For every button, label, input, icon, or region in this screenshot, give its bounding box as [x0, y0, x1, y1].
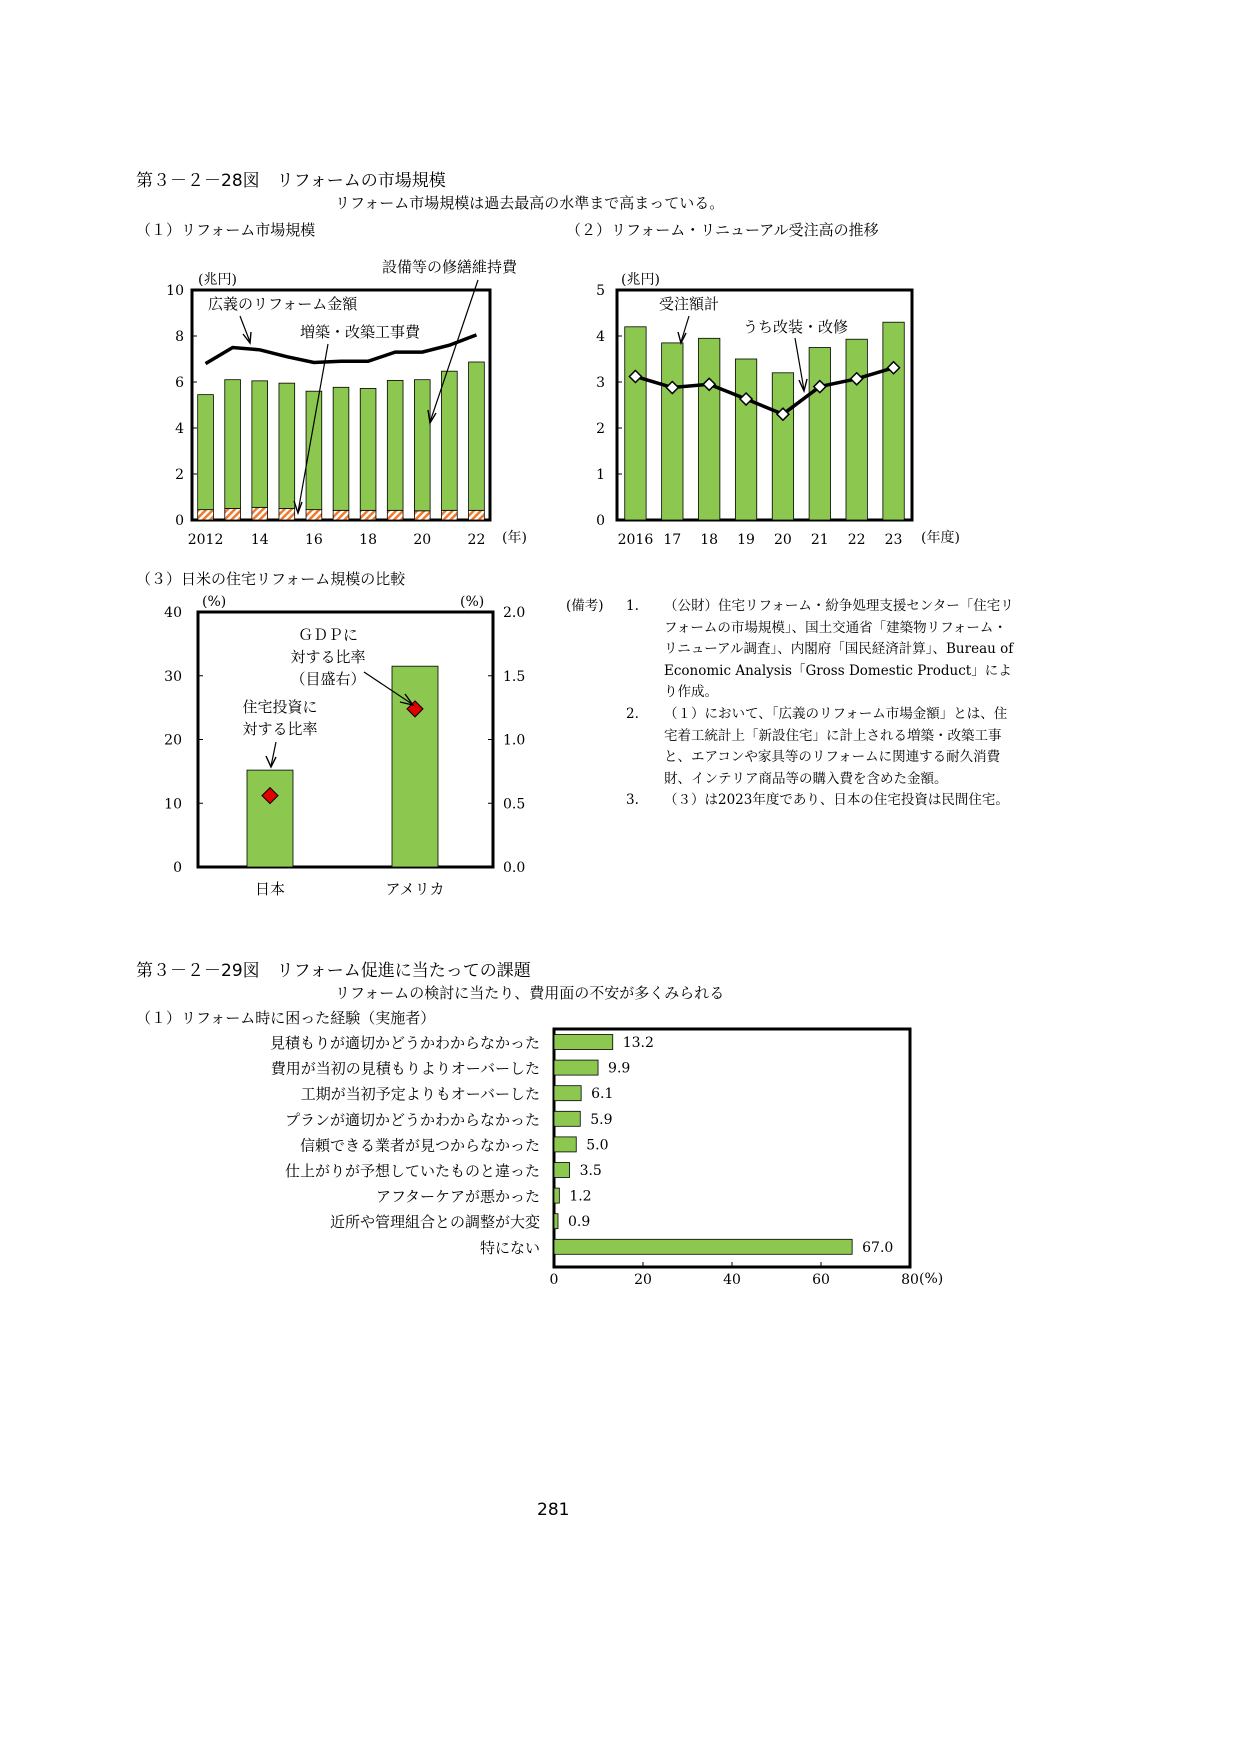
x-tick-label: アメリカ [385, 880, 445, 898]
y-tick-label-right: 1.5 [503, 668, 526, 685]
figure-29-subtitle: リフォームの検討に当たり、費用面の不安が多くみられる [335, 984, 725, 1002]
bar [554, 1163, 570, 1178]
annotation-maintenance: 設備等の修繕維持費 [382, 258, 518, 276]
annotation-gdp-line3: （目盛右） [290, 670, 366, 688]
x-tick-label: 16 [304, 532, 323, 548]
figure-28-subtitle: リフォーム市場規模は過去最高の水準まで高まっている。 [335, 194, 725, 212]
note-number: 3. [626, 792, 639, 809]
annotation-extension: 増築・改築工事費 [300, 323, 421, 341]
panel-4-title: （１）リフォーム時に困った経験（実施者） [136, 1009, 436, 1027]
annotation-gdp-line2: 対する比率 [290, 648, 366, 666]
y-tick-label: 0 [175, 513, 184, 529]
page-number: 281 [537, 1500, 570, 1520]
category-label: 費用が当初の見積もりよりオーバーした [270, 1059, 540, 1078]
bar-extension [414, 511, 430, 520]
bar [554, 1035, 613, 1050]
x-tick-label: 17 [663, 532, 682, 548]
bar-maintenance [442, 371, 458, 510]
x-tick-label: 23 [884, 532, 903, 548]
bar-extension [306, 510, 322, 520]
bar-maintenance [387, 380, 403, 510]
bar-maintenance [279, 383, 295, 508]
bar-orders-total [772, 373, 793, 520]
panel-3-title: （３）日米の住宅リフォーム規模の比較 [136, 570, 406, 588]
bar-extension [360, 510, 376, 520]
panel-1-chart [160, 250, 560, 555]
note-number: 1. [626, 598, 639, 614]
x-tick-label: 18 [700, 532, 719, 548]
y-tick-label-right: 1.0 [503, 732, 526, 749]
category-label: 工期が当初予定よりもオーバーした [300, 1085, 540, 1104]
bar-extension [387, 510, 403, 520]
x-tick-label: 22 [467, 532, 486, 548]
value-label: 9.9 [608, 1060, 631, 1077]
note-1 [566, 596, 1014, 704]
value-label: 3.5 [579, 1163, 602, 1179]
bar-orders-total [846, 339, 867, 520]
annotation-housing-line2: 対する比率 [242, 720, 318, 738]
x-tick-label: 80 [901, 1272, 919, 1288]
bar [554, 1188, 559, 1203]
bar-extension [225, 509, 241, 521]
x-unit-label: (%) [919, 1271, 944, 1287]
y-tick-label-right: 2.0 [503, 605, 526, 621]
bar [554, 1086, 581, 1101]
x-unit-label: (年) [502, 530, 527, 546]
bar-maintenance [225, 380, 241, 509]
x-tick-label: 40 [723, 1272, 741, 1288]
y-tick-label: 6 [175, 375, 184, 391]
x-tick-label: 21 [810, 532, 829, 548]
y-unit-label: (兆円) [198, 272, 237, 288]
y-tick-label-left: 30 [164, 668, 182, 685]
annotation-renovation: うち改装・改修 [743, 318, 849, 336]
panel-2-chart [585, 250, 985, 555]
note-text: （公財）住宅リフォーム・紛争処理支援センター「住宅リフォームの市場規模」、国土交通省「建築物リフォーム・リニューアル調査」、内閣府「国民経済計算」、Bureau of Economic Analysis「Gross Domestic Product」により作成。 [664, 598, 1014, 701]
value-label: 6.1 [591, 1086, 614, 1103]
x-tick-label: 19 [737, 532, 755, 548]
y-tick-label-right: 0.5 [503, 796, 526, 813]
y-tick-label: 4 [596, 329, 605, 345]
y-tick-label: 3 [596, 375, 605, 391]
x-tick-label: 22 [847, 532, 866, 548]
bar-maintenance [198, 395, 214, 510]
bar-housing-investment [247, 770, 293, 867]
note-text: （３）は2023年度であり、日本の住宅投資は民間住宅。 [664, 792, 1009, 809]
bar-maintenance [333, 387, 349, 510]
y-tick-label-right: 0.0 [503, 860, 526, 876]
arrowhead-housing [266, 756, 276, 767]
bar-extension [442, 510, 458, 520]
bar-orders-total [735, 359, 756, 520]
y-tick-label: 2 [175, 467, 184, 483]
bar-maintenance [360, 388, 376, 510]
y-tick-label-left: 40 [164, 605, 182, 621]
bar [554, 1214, 558, 1229]
value-label: 5.9 [590, 1111, 613, 1128]
category-label: アフターケアが悪かった [376, 1187, 540, 1206]
note-2 [566, 704, 1008, 790]
x-tick-label: 20 [634, 1272, 652, 1288]
notes-head: (備考) [566, 598, 604, 614]
y-tick-label: 8 [175, 329, 184, 345]
y-unit-left: (%) [202, 594, 227, 610]
category-label: 信頼できる業者が見つからなかった [299, 1136, 540, 1155]
panel-4-chart [220, 1020, 980, 1295]
x-tick-label: 0 [549, 1272, 559, 1288]
bar [554, 1111, 580, 1126]
bar-orders-total [625, 327, 646, 520]
x-tick-label: 60 [812, 1272, 830, 1288]
figure-29-title: 第３－２－29図 リフォーム促進に当たっての課題 [136, 961, 531, 981]
y-tick-label-left: 20 [164, 732, 182, 749]
x-tick-label: 14 [250, 532, 269, 548]
value-label: 67.0 [862, 1239, 894, 1256]
panel-3-chart [160, 590, 560, 908]
y-tick-label-left: 10 [164, 796, 182, 813]
value-label: 13.2 [622, 1035, 654, 1051]
y-tick-label: 2 [596, 421, 605, 437]
annotation-gdp-line1: ＧＤＰに [297, 626, 359, 644]
annotation-orders-total: 受注額計 [659, 295, 720, 313]
x-tick-label: 20 [774, 532, 792, 548]
value-label: 5.0 [586, 1137, 609, 1154]
arrow-orders-total [681, 316, 689, 342]
category-label: 仕上がりが予想していたものと違った [284, 1162, 540, 1180]
figure-28-title: 第３－２－28図 リフォームの市場規模 [136, 171, 446, 191]
bar-orders-total [662, 343, 683, 520]
annotation-total: 広義のリフォーム金額 [208, 295, 358, 313]
category-label: 近所や管理組合との調整が大変 [329, 1213, 540, 1232]
note-3 [566, 790, 1009, 812]
value-label: 0.9 [568, 1214, 591, 1231]
bar-extension [279, 509, 295, 521]
x-tick-label: 18 [359, 532, 378, 548]
bar-extension [469, 510, 485, 520]
y-unit-label: (兆円) [621, 272, 660, 288]
y-unit-right: (%) [460, 594, 485, 610]
bar-orders-total [809, 348, 830, 521]
bar-extension [198, 510, 214, 520]
x-tick-label: 2012 [187, 532, 224, 548]
notes-block [566, 596, 1014, 812]
y-tick-label: 5 [596, 283, 605, 299]
value-label: 1.2 [569, 1188, 592, 1205]
x-tick-label: 日本 [254, 880, 286, 898]
bar-orders-total [698, 338, 719, 520]
bar [554, 1060, 598, 1075]
y-tick-label: 0 [596, 513, 605, 529]
annotation-housing-line1: 住宅投資に [242, 698, 318, 716]
panel-1-title: （１）リフォーム市場規模 [136, 221, 316, 239]
y-tick-label: 1 [596, 467, 605, 483]
category-label: 見積もりが適切かどうかわからなかった [269, 1034, 540, 1052]
bar-maintenance [469, 362, 485, 510]
category-label: 特にない [479, 1238, 540, 1257]
arrow-total [240, 316, 250, 342]
bar-maintenance [414, 380, 430, 511]
x-unit-label: (年度) [921, 530, 960, 546]
bar [554, 1137, 576, 1152]
bar-extension [252, 507, 268, 520]
bar-orders-total [883, 322, 904, 520]
bar-maintenance [252, 381, 268, 508]
x-tick-label: 2016 [617, 532, 654, 548]
note-number: 2. [626, 705, 639, 722]
y-tick-label: 4 [175, 421, 184, 437]
bar-extension [333, 510, 349, 520]
bar [554, 1239, 852, 1254]
panel-2-title: （２）リフォーム・リニューアル受注高の推移 [566, 221, 879, 239]
category-label: プランが適切かどうかわからなかった [284, 1110, 540, 1129]
x-tick-label: 20 [413, 532, 432, 548]
y-tick-label-left: 0 [173, 860, 182, 876]
bar-housing-investment [392, 666, 438, 867]
arrowhead-extension [294, 501, 302, 513]
note-text: （１）において、「広義のリフォーム市場金額」とは、住宅着工統計上「新設住宅」に計上される増築・改築工事と、エアコンや家具等のリフォームに関連する耐久消費財、インテリア商品等の購入費を含めた金額。 [664, 705, 1008, 787]
y-tick-label: 10 [166, 283, 184, 299]
